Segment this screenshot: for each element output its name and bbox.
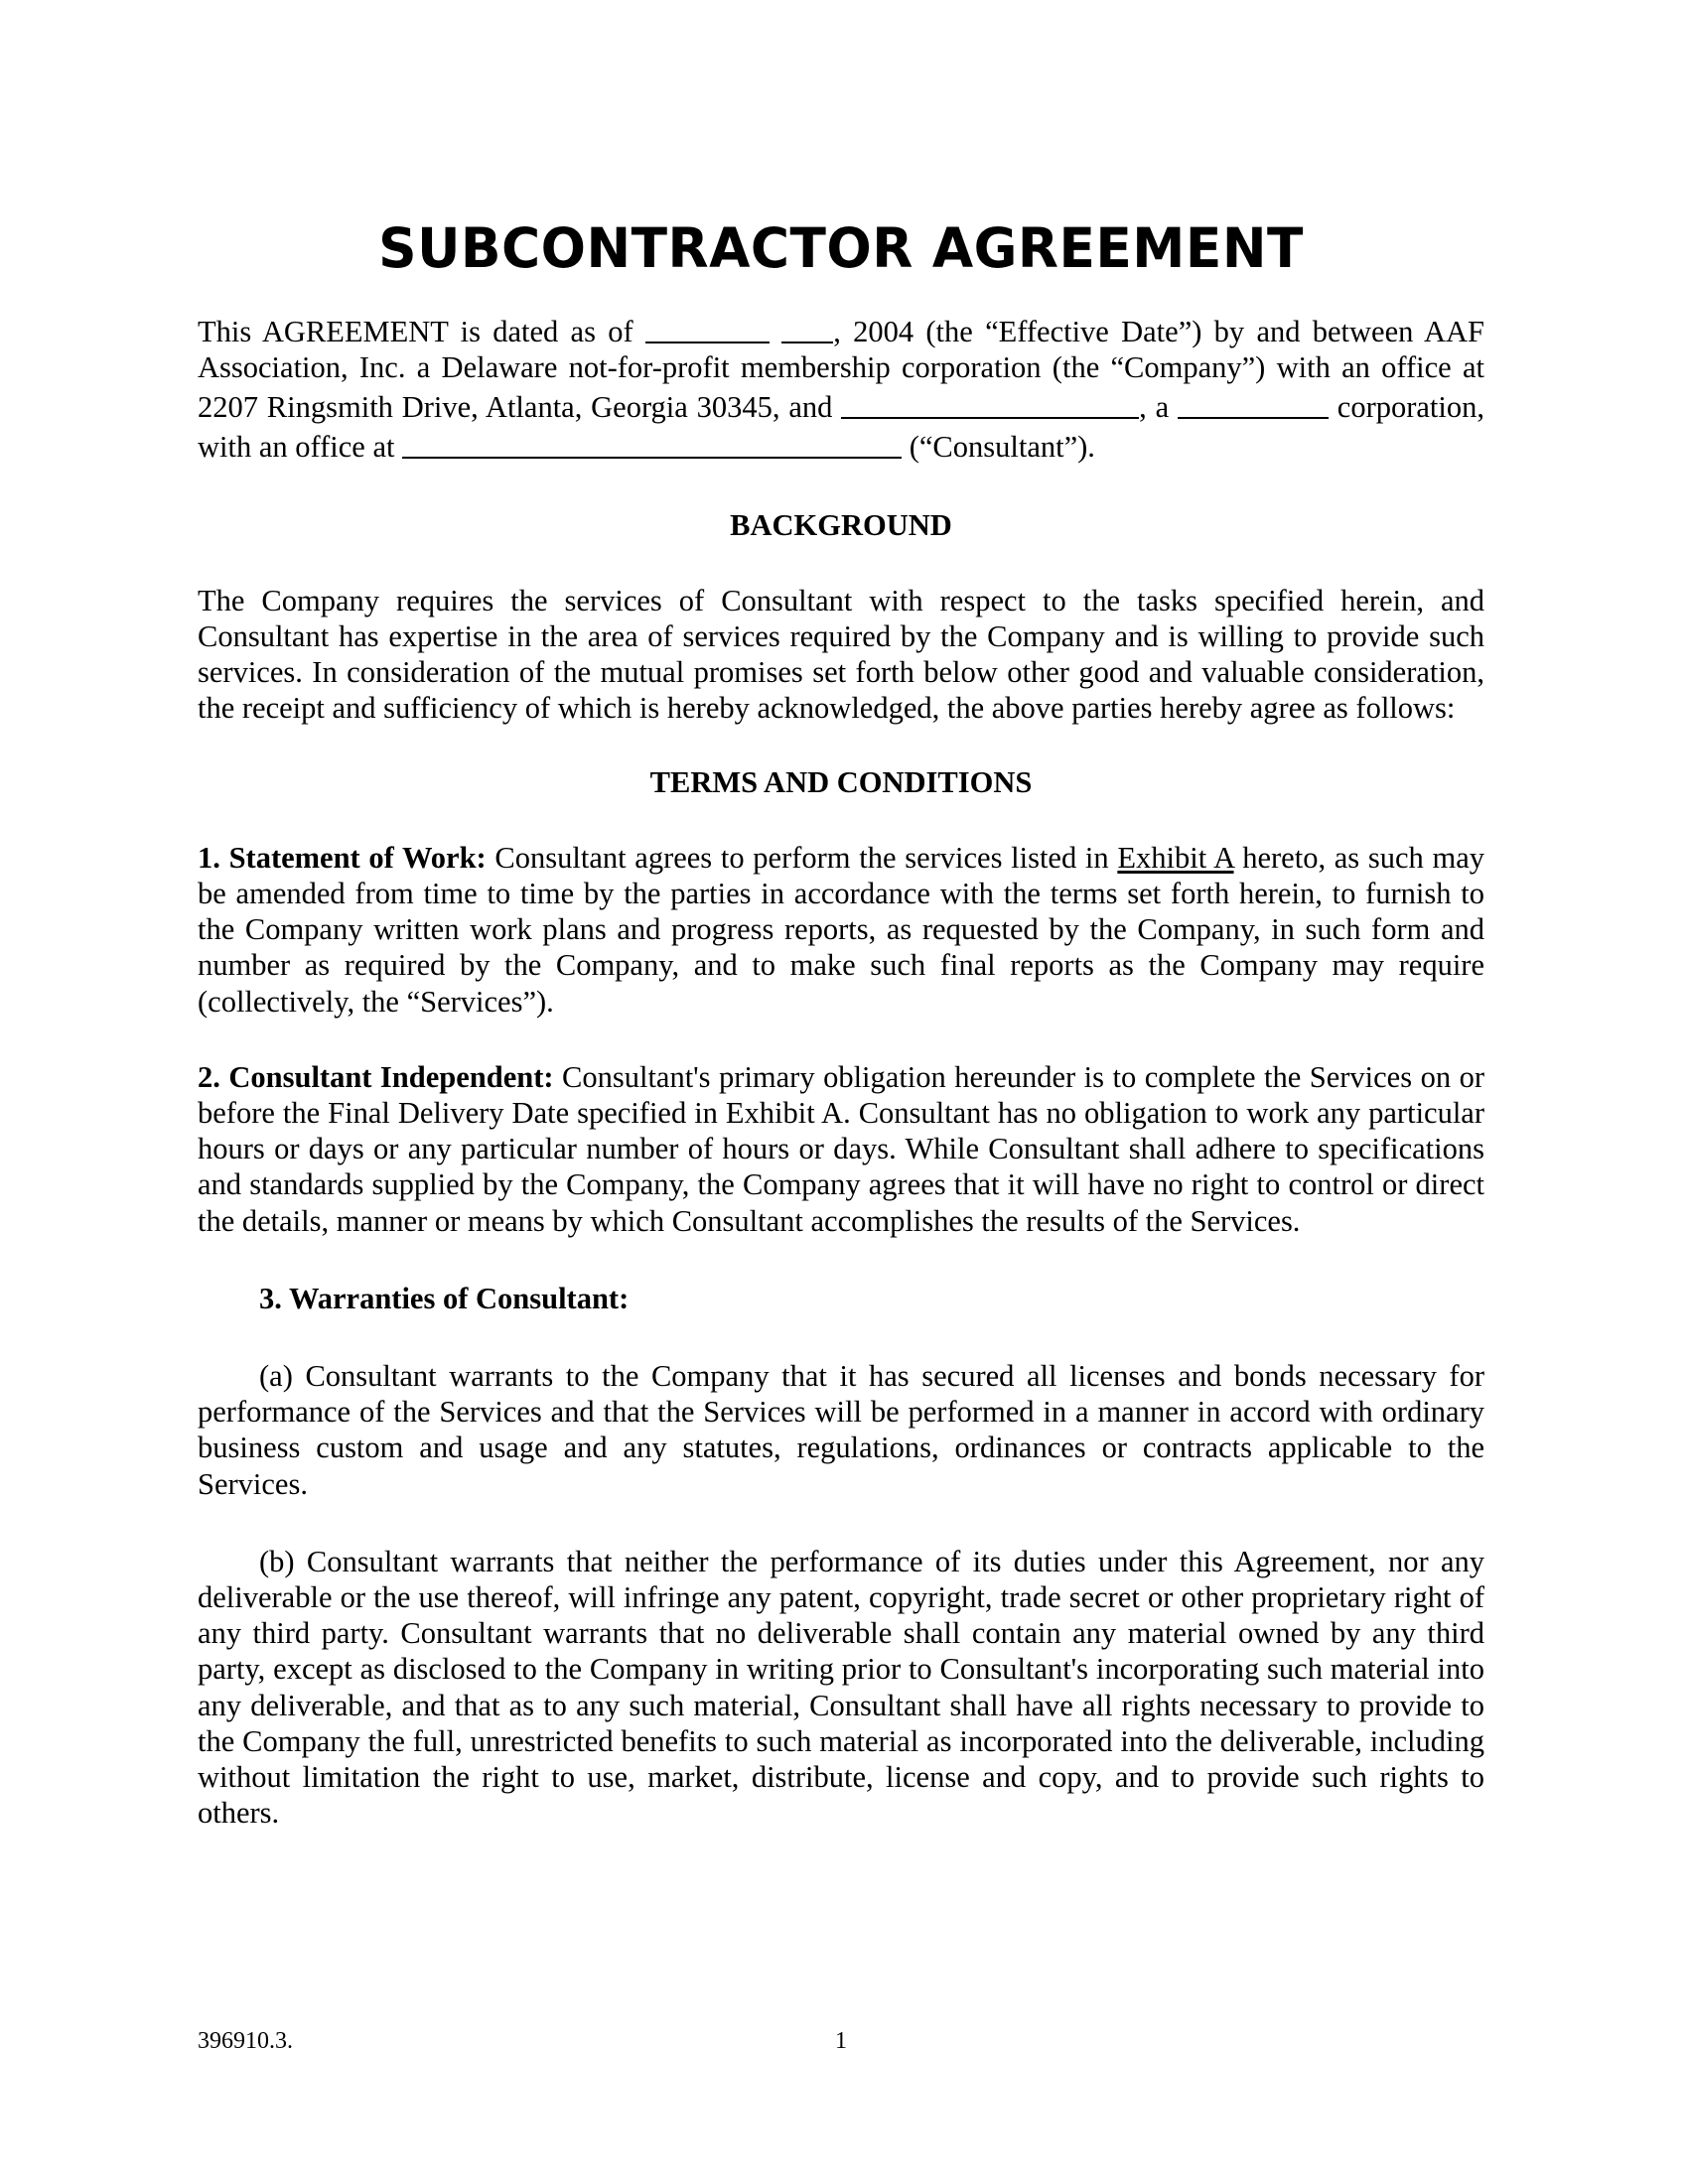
section-3-item-b: (b) Consultant warrants that neither the performance of its duties under this Agreement, nor any deliverable or the use thereof, will infringe any patent, copyright, trade secret or other proprietary right of any third party. Consultant warrants that no deliverable shall contain any material owned by any third party, except as disclosed to the Company in writing prior to Consultant's incorporating such material into any deliverable, and that as to any such material, Consultant shall have all rights necessary to provide to the Company the full, unrestricted benefits to such material as incorporated into the deliverable, including without limitation the right to use, market, distribute, license and copy, and to provide such rights to others. [198, 1544, 1484, 1831]
footer-inner [198, 2027, 1484, 2055]
section-1-title: 1. Statement of Work: [198, 840, 487, 875]
spacer [198, 1239, 1484, 1281]
exhibit-a-reference[interactable]: Exhibit A [1117, 840, 1234, 875]
section-3-item-a: (a) Consultant warrants to the Company that it has secured all licenses and bonds necessary for performance of the Services and that the Services will be performed in a manner in accord with ordinary business custom and usage and any statutes, regulations, ordinances or contracts applicable to the Services. [198, 1359, 1484, 1501]
consultant-state-blank[interactable] [1178, 385, 1329, 419]
terms-and-conditions-heading: TERMS AND CONDITIONS [649, 764, 1033, 799]
section-1-statement-of-work [198, 840, 1484, 1020]
spacer [198, 1020, 1484, 1059]
footer-document-id: 396910.3. [198, 2028, 293, 2054]
spacer [198, 727, 1484, 764]
spacer [198, 466, 1484, 507]
spacer [198, 800, 1484, 840]
page-footer [198, 2027, 1484, 2055]
spacer [198, 1502, 1484, 1544]
intro-text-segment-1: This AGREEMENT is dated as of [198, 314, 633, 348]
footer-page-number: 1 [835, 2028, 847, 2054]
intro-text-segment-3: , a [1139, 390, 1170, 425]
spacer [198, 1316, 1484, 1358]
section-1-body-part-2: hereto, as such may be amended from time to time by the parties in accordance with the terms set forth herein, to furnish to the Company written work plans and progress reports, as requested by the Company, in such form and number as required by the Company, and to make such final reports as the Company may require (collectively, the “Services”). [198, 840, 1485, 1019]
section-2-body: Consultant's primary obligation hereunder is to complete the Services on or before the Final Delivery Date specified in Exhibit A. Consultant has no obligation to work any particular hours or days or any particular number of hours or days. While Consultant shall adhere to specifications and standards supplied by the Company, the Company agrees that it will have no right to control or direct the details, manner or means by which Consultant accomplishes the results of the Services. [198, 1059, 1484, 1238]
intro-text-segment-5: (“Consultant”). [909, 430, 1095, 465]
section-3-warranties-heading: 3. Warranties of Consultant: [259, 1281, 630, 1315]
background-paragraph: The Company requires the services of Consultant with respect to the tasks specified herein, and Consultant has expertise in the area of services required by the Company and is willing to provide such services. In consideration of the mutual promises set forth below other good and valuable consideration, the receipt and sufficiency of which is hereby acknowledged, the above parties hereby agree as follows: [198, 583, 1484, 726]
document-content [198, 0, 1484, 1832]
section-1-body-part-1: Consultant agrees to perform the services listed in [486, 840, 1118, 875]
intro-paragraph [198, 310, 1484, 466]
intro-text-segment-2: , 2004 (the “Effective Date”) by and between AAF Association, Inc. a Delaware not-for-profit membership corporation (the “Company”) with an office at 2207 Ringsmith Drive, Atlanta, Georgia 30345, and [198, 314, 1484, 425]
page-title: SUBCONTRACTOR AGREEMENT [378, 216, 1304, 280]
background-heading: BACKGROUND [730, 507, 952, 542]
section-2-title: 2. Consultant Independent: [198, 1059, 554, 1094]
consultant-name-blank[interactable] [841, 385, 1139, 419]
effective-date-month-blank[interactable] [645, 310, 770, 343]
intro-text-segment-4: corporation, with an office at [198, 390, 1484, 465]
consultant-office-blank[interactable] [402, 425, 902, 459]
spacer [198, 543, 1484, 583]
spacer [198, 278, 1484, 310]
section-2-consultant-independent [198, 1059, 1484, 1239]
effective-date-day-blank[interactable] [781, 310, 833, 343]
